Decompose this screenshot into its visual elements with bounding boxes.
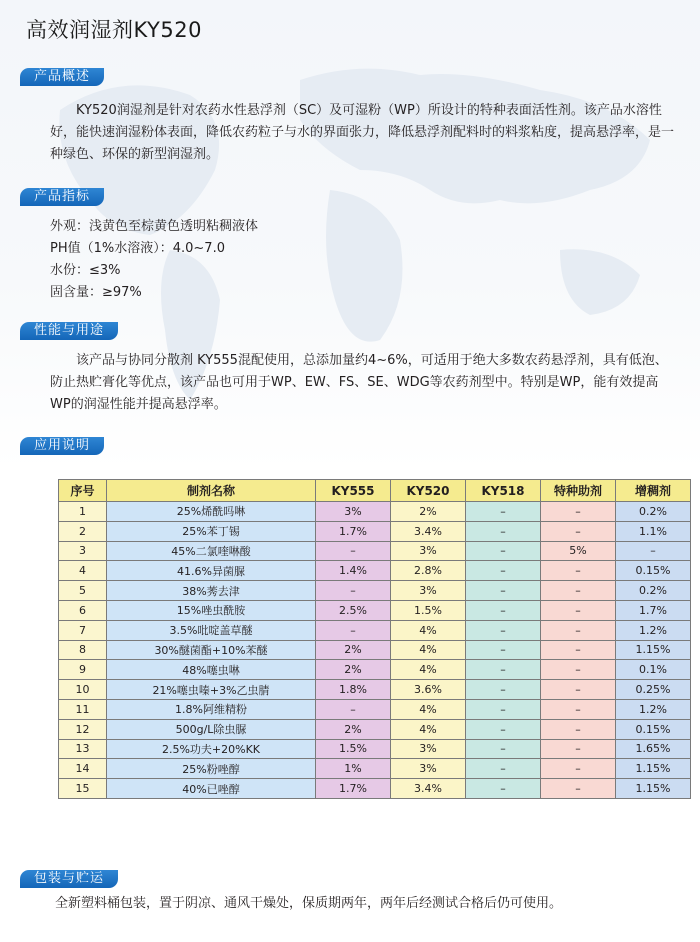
row-no-cell: 12 xyxy=(59,719,107,739)
row-thickener-cell: – xyxy=(616,541,691,561)
row-ky518-cell: – xyxy=(466,502,541,522)
row-formulation-cell: 1.8%阿维精粉 xyxy=(107,699,316,719)
row-no-cell: 14 xyxy=(59,759,107,779)
page-title: 高效润湿剂KY520 xyxy=(26,18,202,42)
table-row xyxy=(59,779,691,799)
packaging-text: 全新塑料桶包装，置于阴凉、通风干燥处，保质期两年，两年后经测试合格后仍可使用。 xyxy=(55,896,563,911)
row-special-cell: – xyxy=(541,759,616,779)
table-row xyxy=(59,759,691,779)
row-ky518-cell: – xyxy=(466,779,541,799)
row-no-cell: 13 xyxy=(59,739,107,759)
table-row xyxy=(59,660,691,680)
row-formulation-cell: 25%烯酰吗啉 xyxy=(107,502,316,522)
row-formulation-cell: 38%莠去津 xyxy=(107,581,316,601)
usage-text: 该产品与协同分散剂 KY555混配使用，总添加量约4~6%，可适用于绝大多数农药悬浮剂，具有低泡、防止热贮膏化等优点，该产品也可用于WP、EW、FS、SE、WDG等农药剂型中。特别是WP，能有效提高WP的润湿性能并提高悬浮率。 xyxy=(50,353,668,412)
row-special-cell: – xyxy=(541,779,616,799)
row-ky555-cell: – xyxy=(316,699,391,719)
row-special-cell: – xyxy=(541,521,616,541)
row-ky518-cell: – xyxy=(466,680,541,700)
row-thickener-cell: 0.15% xyxy=(616,561,691,581)
col-header-ky520: KY520 xyxy=(391,480,466,502)
row-ky520-cell: 4% xyxy=(391,620,466,640)
row-no-cell: 5 xyxy=(59,581,107,601)
row-ky520-cell: 4% xyxy=(391,660,466,680)
row-special-cell: 5% xyxy=(541,541,616,561)
row-ky520-cell: 3% xyxy=(391,739,466,759)
row-ky520-cell: 3% xyxy=(391,541,466,561)
table-row xyxy=(59,719,691,739)
spec-solid-content: 固含量：≥97% xyxy=(50,285,142,300)
table-row xyxy=(59,600,691,620)
row-special-cell: – xyxy=(541,660,616,680)
row-ky520-cell: 2% xyxy=(391,502,466,522)
table-row xyxy=(59,581,691,601)
row-ky520-cell: 3% xyxy=(391,759,466,779)
row-ky520-cell: 4% xyxy=(391,719,466,739)
row-ky518-cell: – xyxy=(466,719,541,739)
row-ky555-cell: 2% xyxy=(316,660,391,680)
row-ky518-cell: – xyxy=(466,699,541,719)
row-thickener-cell: 1.2% xyxy=(616,620,691,640)
row-thickener-cell: 1.15% xyxy=(616,640,691,660)
row-ky555-cell: 2% xyxy=(316,719,391,739)
row-special-cell: – xyxy=(541,719,616,739)
row-ky555-cell: 2% xyxy=(316,640,391,660)
spec-moisture: 水份：≤3% xyxy=(50,263,121,278)
row-no-cell: 1 xyxy=(59,502,107,522)
row-ky518-cell: – xyxy=(466,541,541,561)
row-ky518-cell: – xyxy=(466,640,541,660)
section-heading-usage: 性能与用途 xyxy=(20,322,118,340)
row-thickener-cell: 0.25% xyxy=(616,680,691,700)
row-thickener-cell: 0.1% xyxy=(616,660,691,680)
row-special-cell: – xyxy=(541,739,616,759)
row-formulation-cell: 15%唑虫酰胺 xyxy=(107,600,316,620)
row-special-cell: – xyxy=(541,699,616,719)
row-formulation-cell: 3.5%吡啶盖草醚 xyxy=(107,620,316,640)
section-heading-overview: 产品概述 xyxy=(20,68,104,86)
col-header-ky518: KY518 xyxy=(466,480,541,502)
table-header-row xyxy=(59,480,691,502)
row-thickener-cell: 1.15% xyxy=(616,779,691,799)
row-ky518-cell: – xyxy=(466,600,541,620)
row-formulation-cell: 25%粉唑醇 xyxy=(107,759,316,779)
row-ky555-cell: – xyxy=(316,541,391,561)
application-table xyxy=(58,479,691,799)
row-formulation-cell: 500g/L除虫脲 xyxy=(107,719,316,739)
row-special-cell: – xyxy=(541,561,616,581)
row-thickener-cell: 1.2% xyxy=(616,699,691,719)
row-formulation-cell: 40%已唑醇 xyxy=(107,779,316,799)
row-ky520-cell: 3% xyxy=(391,581,466,601)
row-thickener-cell: 0.2% xyxy=(616,581,691,601)
row-ky518-cell: – xyxy=(466,561,541,581)
row-special-cell: – xyxy=(541,581,616,601)
row-formulation-cell: 45%二氯喹啉酸 xyxy=(107,541,316,561)
table-row xyxy=(59,640,691,660)
row-formulation-cell: 25%苯丁锡 xyxy=(107,521,316,541)
row-ky555-cell: 1.4% xyxy=(316,561,391,581)
row-ky555-cell: 2.5% xyxy=(316,600,391,620)
table-row xyxy=(59,561,691,581)
table-row xyxy=(59,739,691,759)
spec-appearance: 外观：浅黄色至棕黄色透明粘稠液体 xyxy=(50,219,259,234)
table-row xyxy=(59,620,691,640)
row-no-cell: 6 xyxy=(59,600,107,620)
row-special-cell: – xyxy=(541,640,616,660)
row-ky518-cell: – xyxy=(466,739,541,759)
row-ky520-cell: 3.6% xyxy=(391,680,466,700)
row-ky518-cell: – xyxy=(466,759,541,779)
row-no-cell: 9 xyxy=(59,660,107,680)
row-ky555-cell: 1.7% xyxy=(316,779,391,799)
row-ky518-cell: – xyxy=(466,660,541,680)
row-ky518-cell: – xyxy=(466,620,541,640)
row-special-cell: – xyxy=(541,620,616,640)
row-ky555-cell: 1% xyxy=(316,759,391,779)
row-ky555-cell: 1.8% xyxy=(316,680,391,700)
row-ky520-cell: 3.4% xyxy=(391,521,466,541)
row-ky520-cell: 4% xyxy=(391,699,466,719)
row-no-cell: 2 xyxy=(59,521,107,541)
spec-ph: PH值（1%水溶液）：4.0~7.0 xyxy=(50,241,225,256)
row-ky555-cell: – xyxy=(316,620,391,640)
col-header-ky555: KY555 xyxy=(316,480,391,502)
row-formulation-cell: 41.6%异菌脲 xyxy=(107,561,316,581)
table-row xyxy=(59,521,691,541)
row-formulation-cell: 48%噻虫啉 xyxy=(107,660,316,680)
row-ky520-cell: 1.5% xyxy=(391,600,466,620)
row-no-cell: 4 xyxy=(59,561,107,581)
row-no-cell: 7 xyxy=(59,620,107,640)
row-thickener-cell: 1.7% xyxy=(616,600,691,620)
col-header-name: 制剂名称 xyxy=(107,480,316,502)
row-no-cell: 11 xyxy=(59,699,107,719)
row-no-cell: 8 xyxy=(59,640,107,660)
col-header-no: 序号 xyxy=(59,480,107,502)
row-special-cell: – xyxy=(541,600,616,620)
row-ky555-cell: – xyxy=(316,581,391,601)
row-ky520-cell: 3.4% xyxy=(391,779,466,799)
row-formulation-cell: 21%噻虫嗪+3%乙虫腈 xyxy=(107,680,316,700)
row-thickener-cell: 1.1% xyxy=(616,521,691,541)
row-ky520-cell: 2.8% xyxy=(391,561,466,581)
table-row xyxy=(59,680,691,700)
row-thickener-cell: 1.65% xyxy=(616,739,691,759)
row-no-cell: 10 xyxy=(59,680,107,700)
table-row xyxy=(59,502,691,522)
table-row xyxy=(59,541,691,561)
row-ky518-cell: – xyxy=(466,581,541,601)
row-no-cell: 15 xyxy=(59,779,107,799)
section-heading-packaging: 包装与贮运 xyxy=(20,870,118,888)
specs-list xyxy=(50,216,258,304)
row-thickener-cell: 0.2% xyxy=(616,502,691,522)
table-row xyxy=(59,699,691,719)
row-special-cell: – xyxy=(541,502,616,522)
row-thickener-cell: 1.15% xyxy=(616,759,691,779)
row-formulation-cell: 2.5%功夫+20%KK xyxy=(107,739,316,759)
col-header-special: 特种助剂 xyxy=(541,480,616,502)
col-header-thickener: 增稠剂 xyxy=(616,480,691,502)
row-special-cell: – xyxy=(541,680,616,700)
overview-text: KY520润湿剂是针对农药水性悬浮剂（SC）及可湿粉（WP）所设计的特种表面活性剂。该产品水溶性好，能快速润湿粉体表面，降低农药粒子与水的界面张力，降低悬浮剂配料时的料浆粘度，提高悬浮率，是一种绿色、环保的新型润湿剂。 xyxy=(50,103,675,162)
row-ky555-cell: 1.5% xyxy=(316,739,391,759)
row-formulation-cell: 30%醚菌酯+10%苯醚 xyxy=(107,640,316,660)
section-heading-specs: 产品指标 xyxy=(20,188,104,206)
row-thickener-cell: 0.15% xyxy=(616,719,691,739)
row-ky555-cell: 3% xyxy=(316,502,391,522)
row-ky520-cell: 4% xyxy=(391,640,466,660)
row-ky555-cell: 1.7% xyxy=(316,521,391,541)
section-heading-application: 应用说明 xyxy=(20,437,104,455)
row-ky518-cell: – xyxy=(466,521,541,541)
row-no-cell: 3 xyxy=(59,541,107,561)
